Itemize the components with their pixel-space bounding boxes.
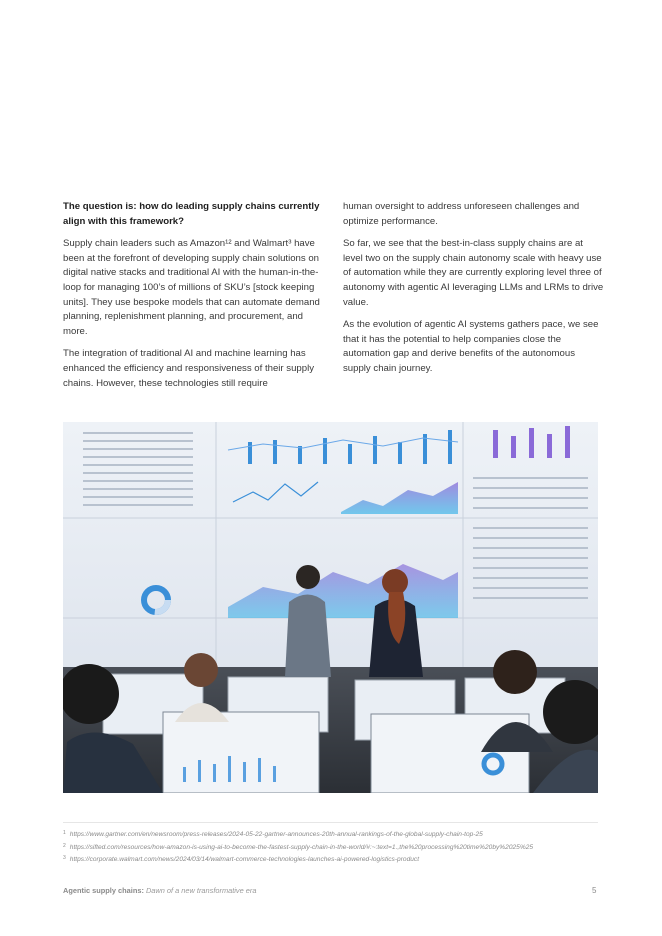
paragraph: human oversight to address unforeseen challenges and optimize performance. <box>343 201 580 227</box>
left-column <box>63 200 325 399</box>
footnote-number: 1 <box>63 830 66 836</box>
footnotes <box>63 828 603 866</box>
footnote <box>63 853 603 866</box>
footnote-link[interactable]: https://corporate.walmart.com/news/2024/03/14/walmart-commerce-technologies-launches-ai-powered-logistics-product <box>69 856 420 863</box>
footnote-number: 3 <box>63 855 66 861</box>
paragraph: The integration of traditional AI and machine learning has enhanced the efficiency and responsiveness of their supply chains. However, these technologies still require <box>63 348 315 389</box>
footnote-number: 2 <box>63 842 66 849</box>
footnote-link[interactable]: https://www.gartner.com/en/newsroom/press-releases/2024-05-22-gartner-announces-20th-annual-rankings-of-the-global-supply-chain-top-25 <box>69 831 483 838</box>
page-number: 5 <box>592 886 597 895</box>
footer-subtitle: Dawn of a new transformative era <box>145 886 257 895</box>
footnote-link[interactable]: https://sifted.com/resources/how-amazon-is-using-ai-to-become-the-fastest-supply-chain-in-the-world/#:~:text=1.,the%20processing%20time%20by%2025%25 <box>69 843 534 851</box>
paragraph: Supply chain leaders such as Amazon¹² and Walmart³ have been at the forefront of developing supply chain solutions on digital native stacks and traditional AI with the human-in-the-loop for managing 100’s of millions of SKU’s [stock keeping units]. They use bespoke models that can automate demand planning, replenishment planning, and procurement, and more. <box>63 238 320 337</box>
control-room-photo <box>63 422 598 793</box>
footnote <box>63 841 603 854</box>
footnote-divider <box>63 822 598 823</box>
footer-title: Agentic supply chains: <box>63 886 144 895</box>
section-heading: The question is: how do leading supply chains currently align with this framework? <box>63 201 320 227</box>
footnote <box>63 828 603 841</box>
paragraph: So far, we see that the best-in-class supply chains are at level two on the supply chain autonomy scale with heavy use of automation while they are currently exploring level three of autonomy with agentic AI leveraging LLMs and LRMs to drive value. <box>343 238 604 308</box>
paragraph: As the evolution of agentic AI systems gathers pace, we see that it has the potential to help companies close the automation gap and derive benefits of the autonomous supply chain journey. <box>343 319 599 374</box>
page-footer <box>63 886 256 895</box>
right-column <box>343 200 605 385</box>
